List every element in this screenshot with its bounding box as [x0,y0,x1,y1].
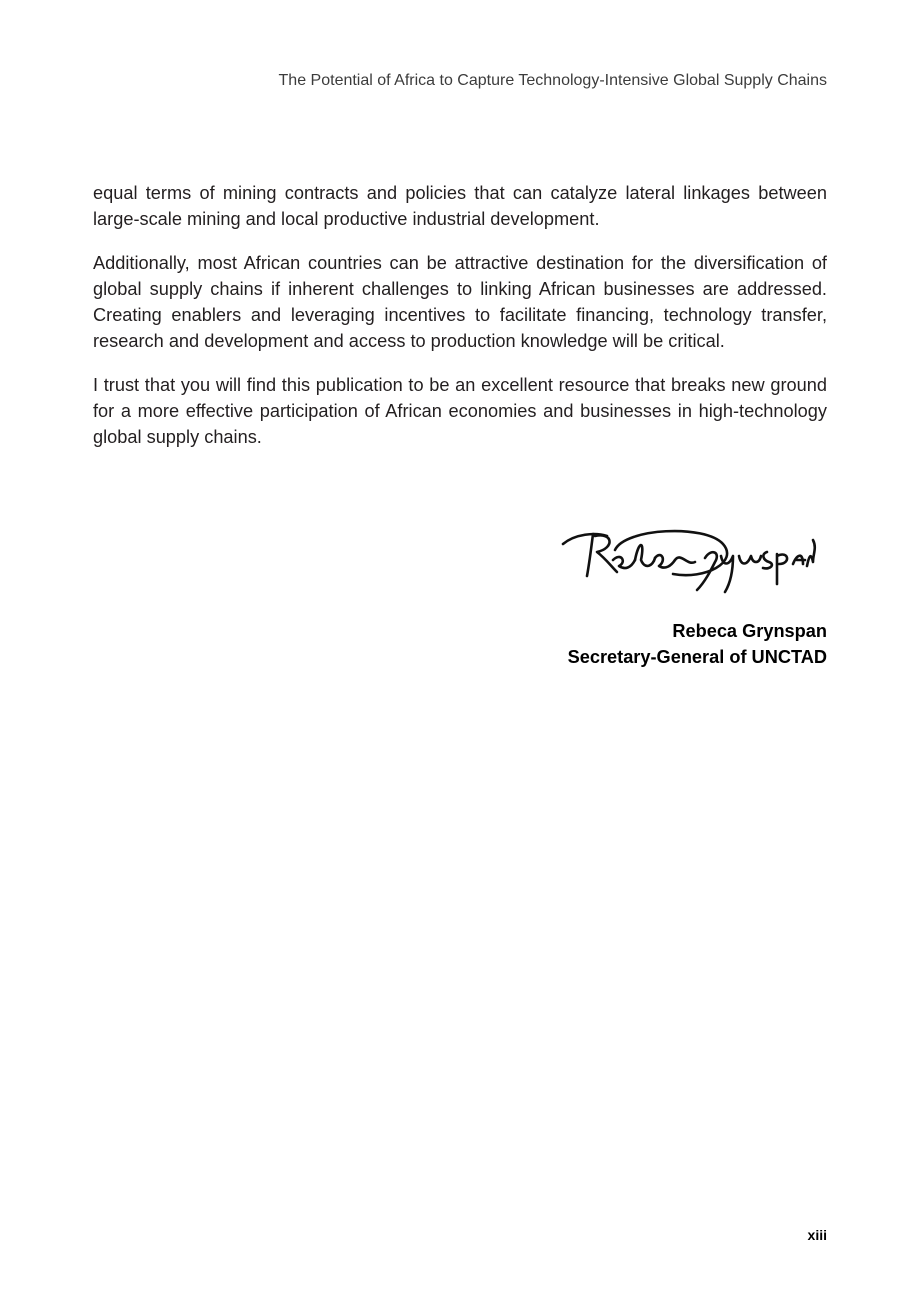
page-number: xiii [807,1227,827,1243]
paragraph-2: Additionally, most African countries can be attractive destination for the diversification of global supply chains if inherent challenges to linking African businesses are addressed. Creating enablers and leveraging incentives to facilitate financing, technology transfer, research and development and access to production knowledge will be critical. [93,253,827,351]
signature-image [555,510,817,602]
running-header: The Potential of Africa to Capture Technology-Intensive Global Supply Chains [278,72,827,89]
signatory-title: Secretary-General of UNCTAD [567,647,827,667]
signatory-block [568,618,827,670]
paragraph-1: equal terms of mining contracts and policies that can catalyze lateral linkages between large-scale mining and local productive industrial development. [93,183,827,229]
paragraph-3: I trust that you will find this publication to be an excellent resource that breaks new ground for a more effective participation of African economies and businesses in high-technology global supply chains. [93,375,827,447]
body-text [93,180,827,468]
signatory-name: Rebeca Grynspan [672,621,827,641]
